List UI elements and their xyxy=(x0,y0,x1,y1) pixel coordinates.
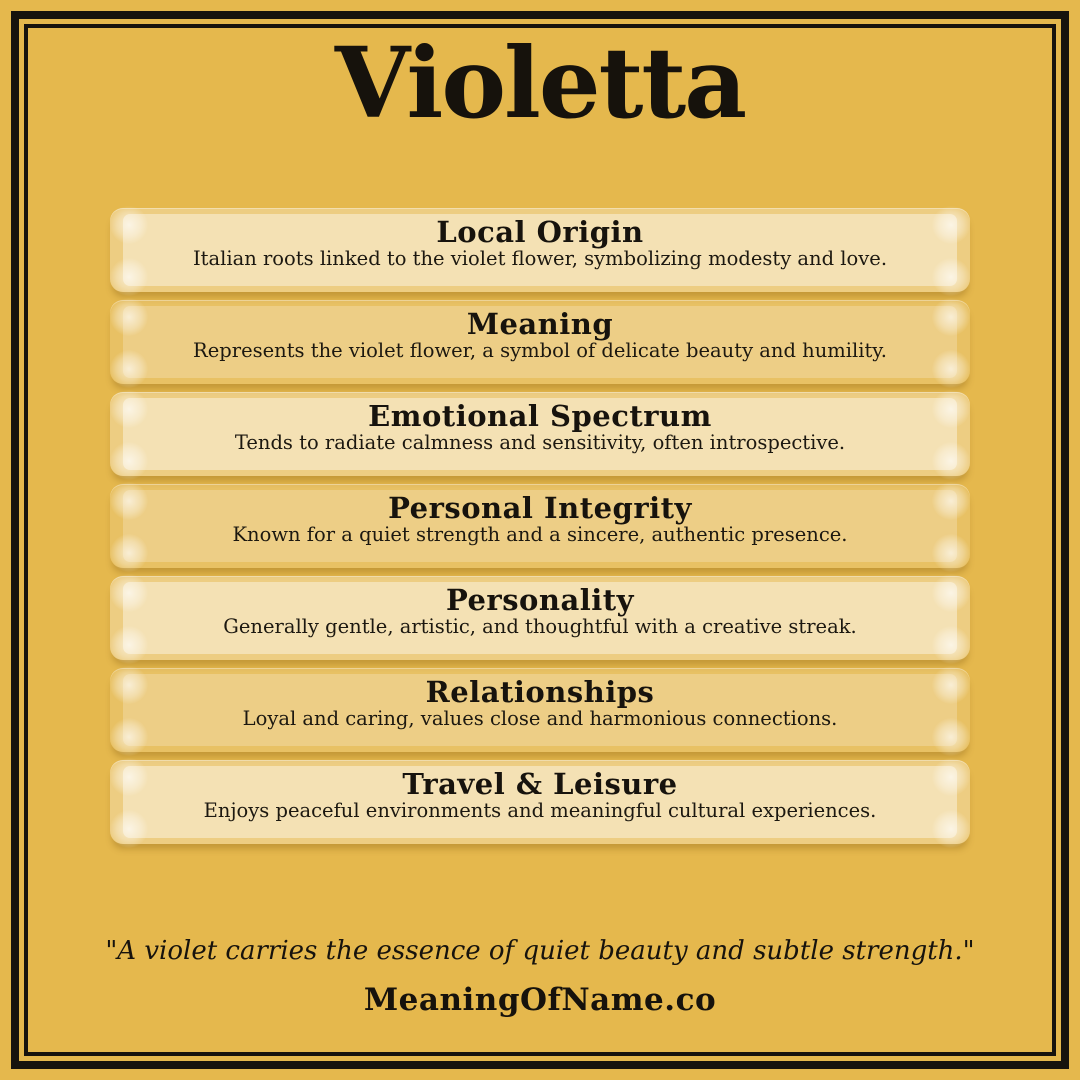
card-heading: Local Origin xyxy=(436,215,644,249)
info-card xyxy=(110,760,970,844)
info-card xyxy=(110,668,970,752)
info-card xyxy=(110,576,970,660)
card-description: Tends to radiate calmness and sensitivity, often introspective. xyxy=(234,430,846,454)
info-card xyxy=(110,300,970,384)
card-inner-panel xyxy=(123,306,957,378)
card-heading: Emotional Spectrum xyxy=(368,399,712,433)
card-description: Loyal and caring, values close and harmonious connections. xyxy=(242,706,838,730)
card-description: Known for a quiet strength and a sincere, authentic presence. xyxy=(232,522,848,546)
card-description: Generally gentle, artistic, and thoughtful with a creative streak. xyxy=(223,614,857,638)
card-heading: Relationships xyxy=(425,675,655,709)
brand-name: MeaningOfName.co xyxy=(363,982,717,1018)
card-inner-panel xyxy=(123,214,957,286)
quote-text: "A violet carries the essence of quiet beauty and subtle strength." xyxy=(105,936,975,966)
card-description: Enjoys peaceful environments and meaningful cultural experiences. xyxy=(203,798,877,822)
info-card xyxy=(110,208,970,292)
card-inner-panel xyxy=(123,674,957,746)
card-heading: Meaning xyxy=(466,307,614,341)
card-inner-panel xyxy=(123,582,957,654)
card-inner-panel xyxy=(123,490,957,562)
card-description: Italian roots linked to the violet flower, symbolizing modesty and love. xyxy=(192,246,888,270)
card-heading: Personal Integrity xyxy=(388,491,692,525)
card-heading: Travel & Leisure xyxy=(402,767,678,801)
card-inner-panel xyxy=(123,766,957,838)
info-card xyxy=(110,484,970,568)
page-title: Violetta xyxy=(334,26,746,140)
card-inner-panel xyxy=(123,398,957,470)
info-card xyxy=(110,392,970,476)
card-description: Represents the violet flower, a symbol of delicate beauty and humility. xyxy=(193,338,887,362)
cards-list xyxy=(110,208,970,844)
card-heading: Personality xyxy=(445,583,635,617)
